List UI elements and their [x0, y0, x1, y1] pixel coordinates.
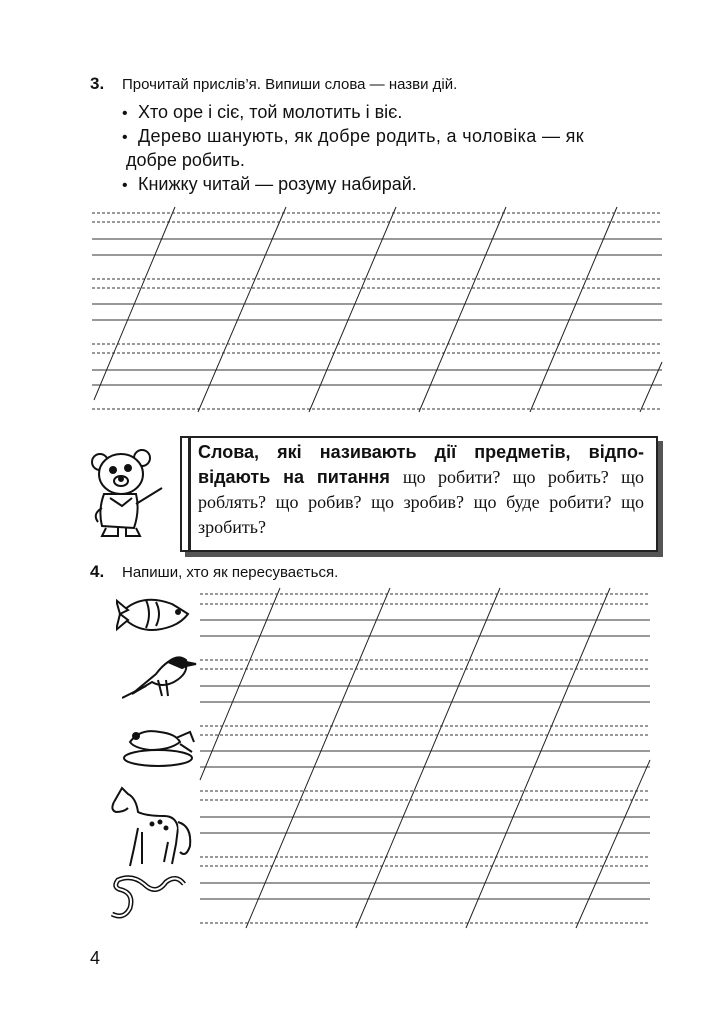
horse-icon [106, 782, 196, 872]
frog-icon [120, 718, 200, 768]
task4-number: 4. [90, 562, 105, 581]
rule-text [198, 440, 644, 540]
bird-icon [122, 652, 202, 702]
proverb-3-text: Книжку читай — розуму набирай. [138, 174, 417, 194]
proverb-3 [122, 172, 667, 198]
proverb-2-continued: добре робить. [126, 150, 245, 170]
rule-box-bar [188, 438, 191, 550]
rule-questions: що робити? що робить? що роблять? що робив? що зробив? що буде робити? що зробить? [198, 467, 644, 537]
bear-teacher-icon [88, 448, 168, 538]
proverb-1 [122, 100, 667, 126]
fish-icon [116, 592, 196, 642]
bullet-icon: • [122, 105, 128, 122]
rule-box [180, 436, 658, 552]
proverb-2-text-line1: Дерево шанують, як добре родить, а чоловіка — як [138, 126, 584, 146]
proverb-2 [122, 124, 667, 150]
page-number: 4 [90, 948, 101, 968]
bullet-icon: • [122, 129, 128, 146]
proverb-1-text: Хто оре і сіє, той молотить і віє. [138, 102, 403, 122]
snake-icon [104, 874, 194, 924]
rule-bold-text: Слова, які називають дії предметів, відповідають на питання [198, 442, 644, 487]
task3-number: 3. [90, 74, 105, 93]
task3-instruction: Прочитай прислів’я. Випиши слова — назви дій. [122, 76, 458, 93]
bullet-icon: • [122, 177, 128, 194]
task4-instruction: Напиши, хто як пересувається. [122, 564, 339, 581]
